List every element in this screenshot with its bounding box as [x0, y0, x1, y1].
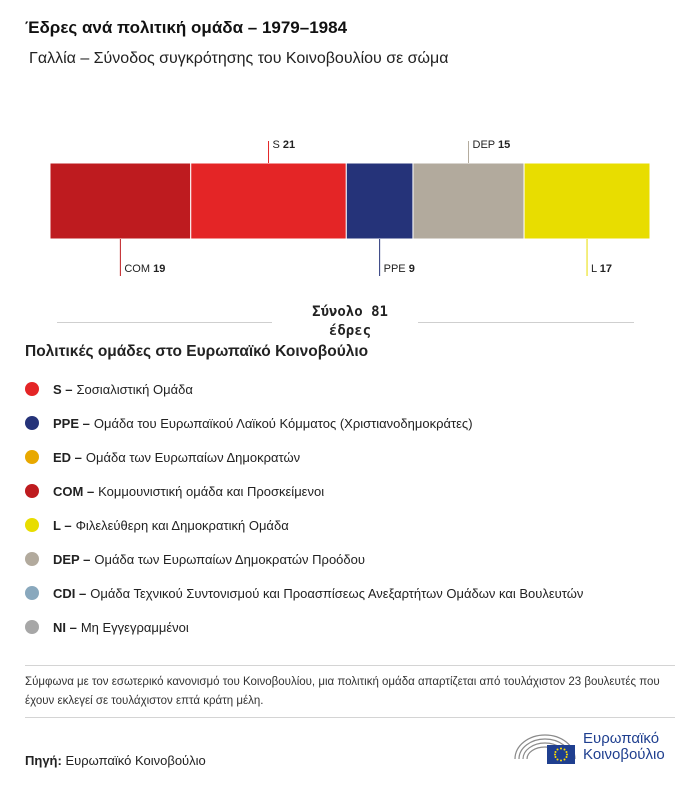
data-label-category: COM — [124, 263, 154, 275]
source-value: Ευρωπαϊκό Κοινοβούλιο — [65, 753, 206, 768]
legend-item-code: PPE – — [53, 415, 90, 431]
data-label-ppe — [384, 263, 415, 275]
total-divider-right — [418, 322, 634, 323]
data-label-dep — [473, 139, 511, 151]
legend-dot-icon — [25, 620, 39, 634]
legend-item — [25, 508, 685, 542]
logo-text-line1: Ευρωπαϊκό — [583, 730, 660, 747]
legend-item — [25, 406, 685, 440]
legend-item — [25, 542, 685, 576]
data-label-category: DEP — [472, 139, 499, 151]
legend-item-code: S – — [53, 381, 73, 397]
legend-item-code: CDI – — [53, 585, 87, 601]
data-label-category: L — [591, 263, 600, 275]
bar-segment-com — [50, 163, 191, 239]
legend-item-name: Φιλελεύθερη και Δημοκρατική Ομάδα — [75, 517, 289, 533]
parliament-hemicycle-icon — [513, 727, 577, 767]
data-label-value: 19 — [153, 263, 166, 275]
legend-item-name: Κομμουνιστική ομάδα και Προσκείμενοι — [98, 483, 325, 499]
data-label-l — [591, 263, 612, 275]
legend-dot-icon — [25, 552, 39, 566]
chart-title: Έδρες ανά πολιτική ομάδα – 1979–1984 — [25, 18, 348, 37]
source-label: Πηγή: — [25, 753, 62, 768]
bar-segment-ppe — [346, 163, 413, 239]
footnote: Σύμφωνα με τον εσωτερικό κανονισμό του Κοινοβουλίου, μια πολιτική ομάδα απαρτίζεται από τουλάχιστον 23 βουλευτές που έχουν εκλεγεί σε τουλάχιστον επτά κράτη μέλη. — [25, 676, 660, 707]
source-line — [25, 753, 206, 768]
legend-item-code: NI – — [53, 619, 77, 635]
logo-text-line2: Κοινοβούλιο — [583, 746, 665, 763]
legend-item-code: L – — [53, 517, 72, 533]
legend-item-name: Ομάδα των Ευρωπαίων Δημοκρατών — [85, 449, 301, 465]
logo-text — [583, 731, 665, 763]
data-label-s — [273, 139, 296, 151]
data-label-value: 21 — [282, 139, 296, 151]
legend-item-code: ED – — [53, 449, 82, 465]
bar-segment-l — [524, 163, 650, 239]
legend-item-name: Ομάδα των Ευρωπαίων Δημοκρατών Προόδου — [94, 551, 365, 567]
legend-item-name: Μη Εγγεγραμμένοι — [80, 619, 189, 635]
total-seats-value: Σύνολο 81 — [312, 304, 388, 320]
legend-item-code: DEP – — [53, 551, 91, 567]
legend-item-name: Ομάδα του Ευρωπαϊκού Λαϊκού Κόμματος (Χριστιανοδημοκράτες) — [93, 415, 473, 431]
note-bottom-rule — [25, 717, 675, 718]
legend-dot-icon — [25, 416, 39, 430]
data-label-value: 9 — [408, 263, 415, 275]
legend-title: Πολιτικές ομάδες στο Ευρωπαϊκό Κοινοβούλιο — [25, 343, 369, 360]
legend-item — [25, 610, 685, 644]
legend-item — [25, 576, 685, 610]
data-label-category: PPE — [383, 263, 409, 275]
bar-segment-s — [191, 163, 347, 239]
stacked-seat-bar-chart — [0, 130, 700, 290]
data-label-value: 15 — [498, 139, 511, 151]
total-seats-unit: έδρες — [328, 323, 372, 339]
legend-dot-icon — [25, 382, 39, 396]
legend-item-name: Ομάδα Τεχνικού Συντονισμού και Προασπίσεως Ανεξαρτήτων Ομάδων και Βουλευτών — [90, 585, 584, 601]
legend-item-name: Σοσιαλιστική Ομάδα — [76, 381, 193, 397]
legend-item — [25, 474, 685, 508]
legend-item-code: COM – — [53, 483, 95, 499]
data-label-com — [124, 263, 165, 275]
total-seats-label — [280, 303, 420, 341]
legend — [25, 372, 685, 644]
legend-dot-icon — [25, 484, 39, 498]
european-parliament-logo — [513, 727, 665, 767]
total-divider-left — [57, 322, 272, 323]
data-label-category: S — [272, 139, 283, 151]
legend-dot-icon — [25, 518, 39, 532]
note-top-rule — [25, 665, 675, 666]
bar-segment-dep — [413, 163, 524, 239]
legend-dot-icon — [25, 586, 39, 600]
legend-dot-icon — [25, 450, 39, 464]
chart-subtitle: Γαλλία – Σύνοδος συγκρότησης του Κοινοβουλίου σε σώμα — [29, 50, 449, 67]
legend-item — [25, 372, 685, 406]
data-label-value: 17 — [599, 263, 613, 275]
legend-item — [25, 440, 685, 474]
